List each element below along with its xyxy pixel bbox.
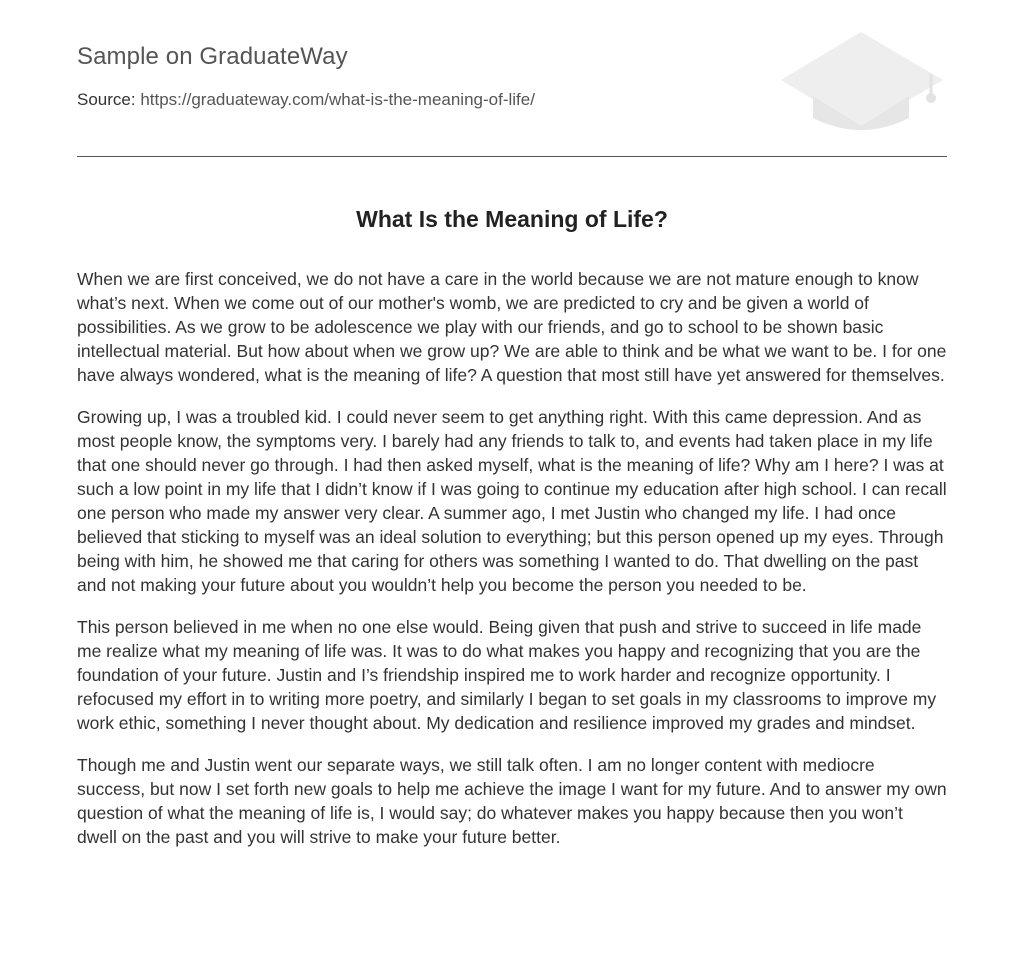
- document-body: [77, 267, 947, 867]
- paragraph: When we are first conceived, we do not have a care in the world because we are not mature enough to know what’s next. When we come out of our mother's womb, we are predicted to cry and be given a world of possibilities. As we grow to be adolescence we play with our friends, and go to school to be shown basic intellectual material. But how about when we grow up? We are able to think and be what we want to be. I for one have always wondered, what is the meaning of life? A question that most still have yet answered for themselves.: [77, 269, 947, 385]
- page: [77, 0, 947, 847]
- document-title: What Is the Meaning of Life?: [356, 206, 668, 232]
- graduation-cap-icon: [779, 30, 949, 134]
- paragraph: Growing up, I was a troubled kid. I could never seem to get anything right. With this came depression. And as most people know, the symptoms very. I barely had any friends to talk to, and events had taken place in my life that one should never go through. I had then asked myself, what is the meaning of life? Why am I here? I was at such a low point in my life that I didn’t know if I was going to continue my education after high school. I can recall one person who made my answer very clear. A summer ago, I met Justin who changed my life. I had once believed that sticking to myself was an ideal solution to everything; but this person opened up my eyes. Through being with him, he showed me that caring for others was something I wanted to do. That dwelling on the past and not making your future about you wouldn’t help you become the person you needed to be.: [77, 407, 947, 595]
- source-label: Source:: [77, 90, 141, 109]
- source-link[interactable]: https://graduateway.com/what-is-the-meaning-of-life/: [140, 90, 535, 109]
- page-header: [77, 0, 947, 157]
- source-line: [77, 90, 535, 110]
- paragraph: Though me and Justin went our separate ways, we still talk often. I am no longer content with mediocre success, but now I set forth new goals to help me achieve the image I want for my future. And to answer my own question of what the meaning of life is, I would say; do whatever makes you happy because then you won’t dwell on the past and you will strive to make your future better.: [77, 755, 947, 847]
- site-title: Sample on GraduateWay: [77, 43, 348, 70]
- paragraph: This person believed in me when no one else would. Being given that push and strive to succeed in life made me realize what my meaning of life was. It was to do what makes you happy and recognizing that you are the foundation of your future. Justin and I’s friendship inspired me to work harder and recognize opportunity. I refocused my effort in to writing more poetry, and similarly I began to set goals in my classrooms to improve my work ethic, something I never thought about. My dedication and resilience improved my grades and mindset.: [77, 617, 937, 733]
